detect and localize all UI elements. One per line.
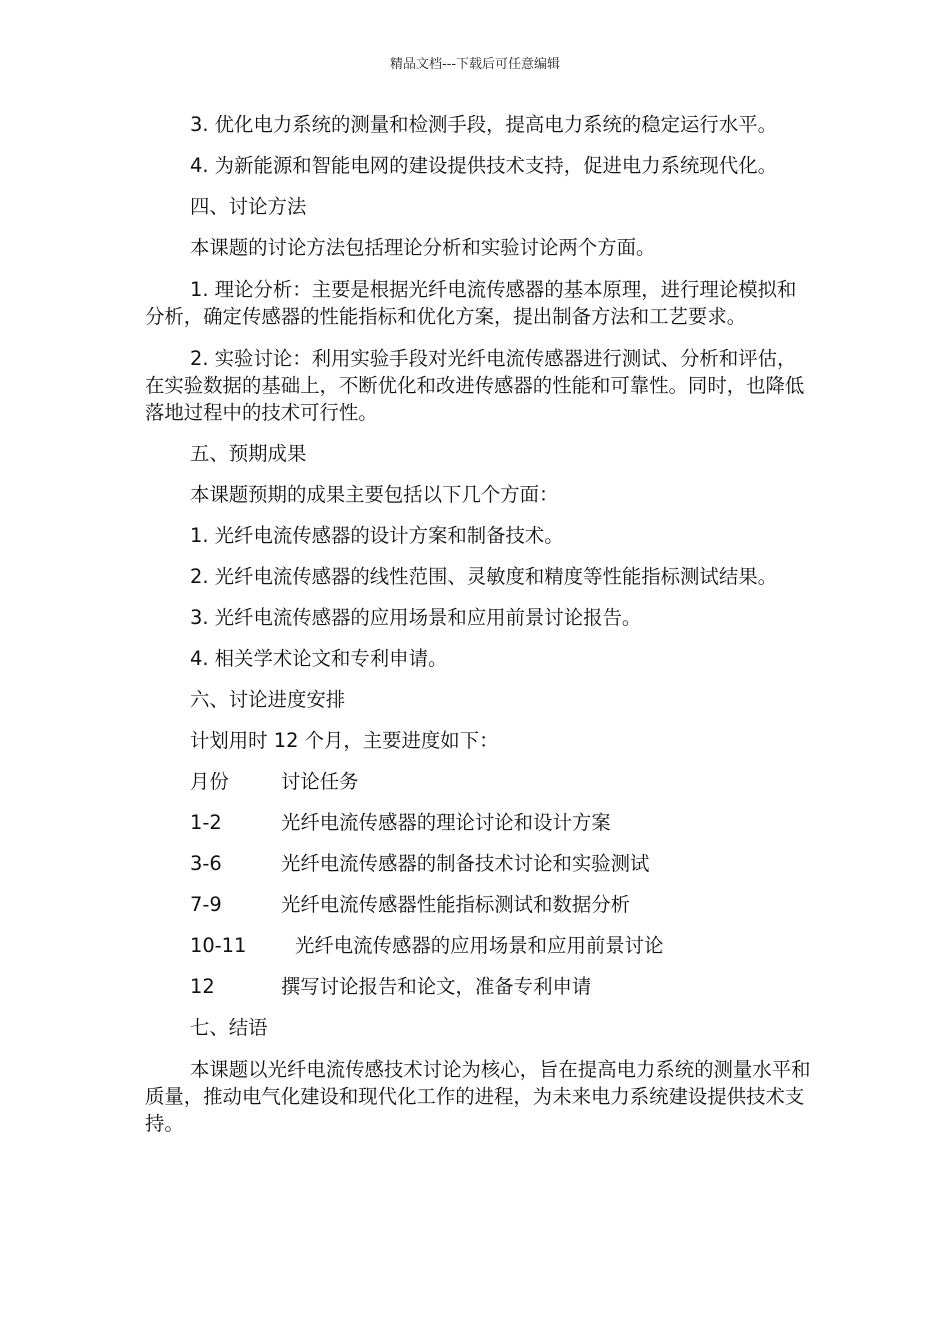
schedule-task: 光纤电流传感器性能指标测试和数据分析 xyxy=(281,893,631,916)
section-5-intro: 本课题预期的成果主要包括以下几个方面： xyxy=(190,483,559,506)
schedule-month: 10-11 xyxy=(190,934,247,957)
schedule-month-header: 月份 xyxy=(190,770,229,793)
section-4-heading: 四、讨论方法 xyxy=(190,195,307,218)
method-theory-paragraph: 1. 理论分析：主要是根据光纤电流传感器的基本原理，进行理论模拟和分析，确定传感器的性能指标和优化方案，提出制备方法和工艺要求。 xyxy=(145,278,797,328)
schedule-month: 12 xyxy=(190,975,215,998)
objective-3: 3. 优化电力系统的测量和检测手段，提高电力系统的稳定运行水平。 xyxy=(190,113,777,136)
schedule-header-row xyxy=(145,769,813,795)
schedule-row xyxy=(145,851,813,877)
section-5-heading: 五、预期成果 xyxy=(190,442,307,465)
section-7-heading: 七、结语 xyxy=(190,1016,268,1039)
section-6-heading: 六、讨论进度安排 xyxy=(190,688,346,711)
document-body xyxy=(145,112,813,1152)
result-item-3: 3. 光纤电流传感器的应用场景和应用前景讨论报告。 xyxy=(190,606,642,629)
schedule-task-header: 讨论任务 xyxy=(281,770,359,793)
schedule-month: 1-2 xyxy=(190,811,222,834)
result-item-2: 2. 光纤电流传感器的线性范围、灵敏度和精度等性能指标测试结果。 xyxy=(190,565,777,588)
schedule-row xyxy=(145,974,813,1000)
schedule-task: 光纤电流传感器的应用场景和应用前景讨论 xyxy=(295,934,664,957)
section-6-intro: 计划用时 12 个月，主要进度如下： xyxy=(190,729,499,752)
result-item-4: 4. 相关学术论文和专利申请。 xyxy=(190,647,448,670)
section-4-intro: 本课题的讨论方法包括理论分析和实验讨论两个方面。 xyxy=(190,236,656,259)
schedule-row xyxy=(145,810,813,836)
result-item-1: 1. 光纤电流传感器的设计方案和制备技术。 xyxy=(190,524,564,547)
schedule-task: 光纤电流传感器的理论讨论和设计方案 xyxy=(281,811,611,834)
schedule-row xyxy=(145,933,813,959)
schedule-month: 7-9 xyxy=(190,893,222,916)
page-header: 精品文档---下载后可任意编辑 xyxy=(389,57,561,72)
conclusion-paragraph: 本课题以光纤电流传感技术讨论为核心，旨在提高电力系统的测量水平和质量，推动电气化建设和现代化工作的进程，为未来电力系统建设提供技术支持。 xyxy=(145,1058,811,1135)
objective-4: 4. 为新能源和智能电网的建设提供技术支持，促进电力系统现代化。 xyxy=(190,154,777,177)
schedule-row xyxy=(145,892,813,918)
schedule-month: 3-6 xyxy=(190,852,222,875)
schedule-task: 光纤电流传感器的制备技术讨论和实验测试 xyxy=(281,852,650,875)
method-experiment-paragraph: 2. 实验讨论：利用实验手段对光纤电流传感器进行测试、分析和评估，在实验数据的基础上，不断优化和改进传感器的性能和可靠性。同时，也降低落地过程中的技术可行性。 xyxy=(145,347,805,424)
schedule-task: 撰写讨论报告和论文，准备专利申请 xyxy=(281,975,592,998)
